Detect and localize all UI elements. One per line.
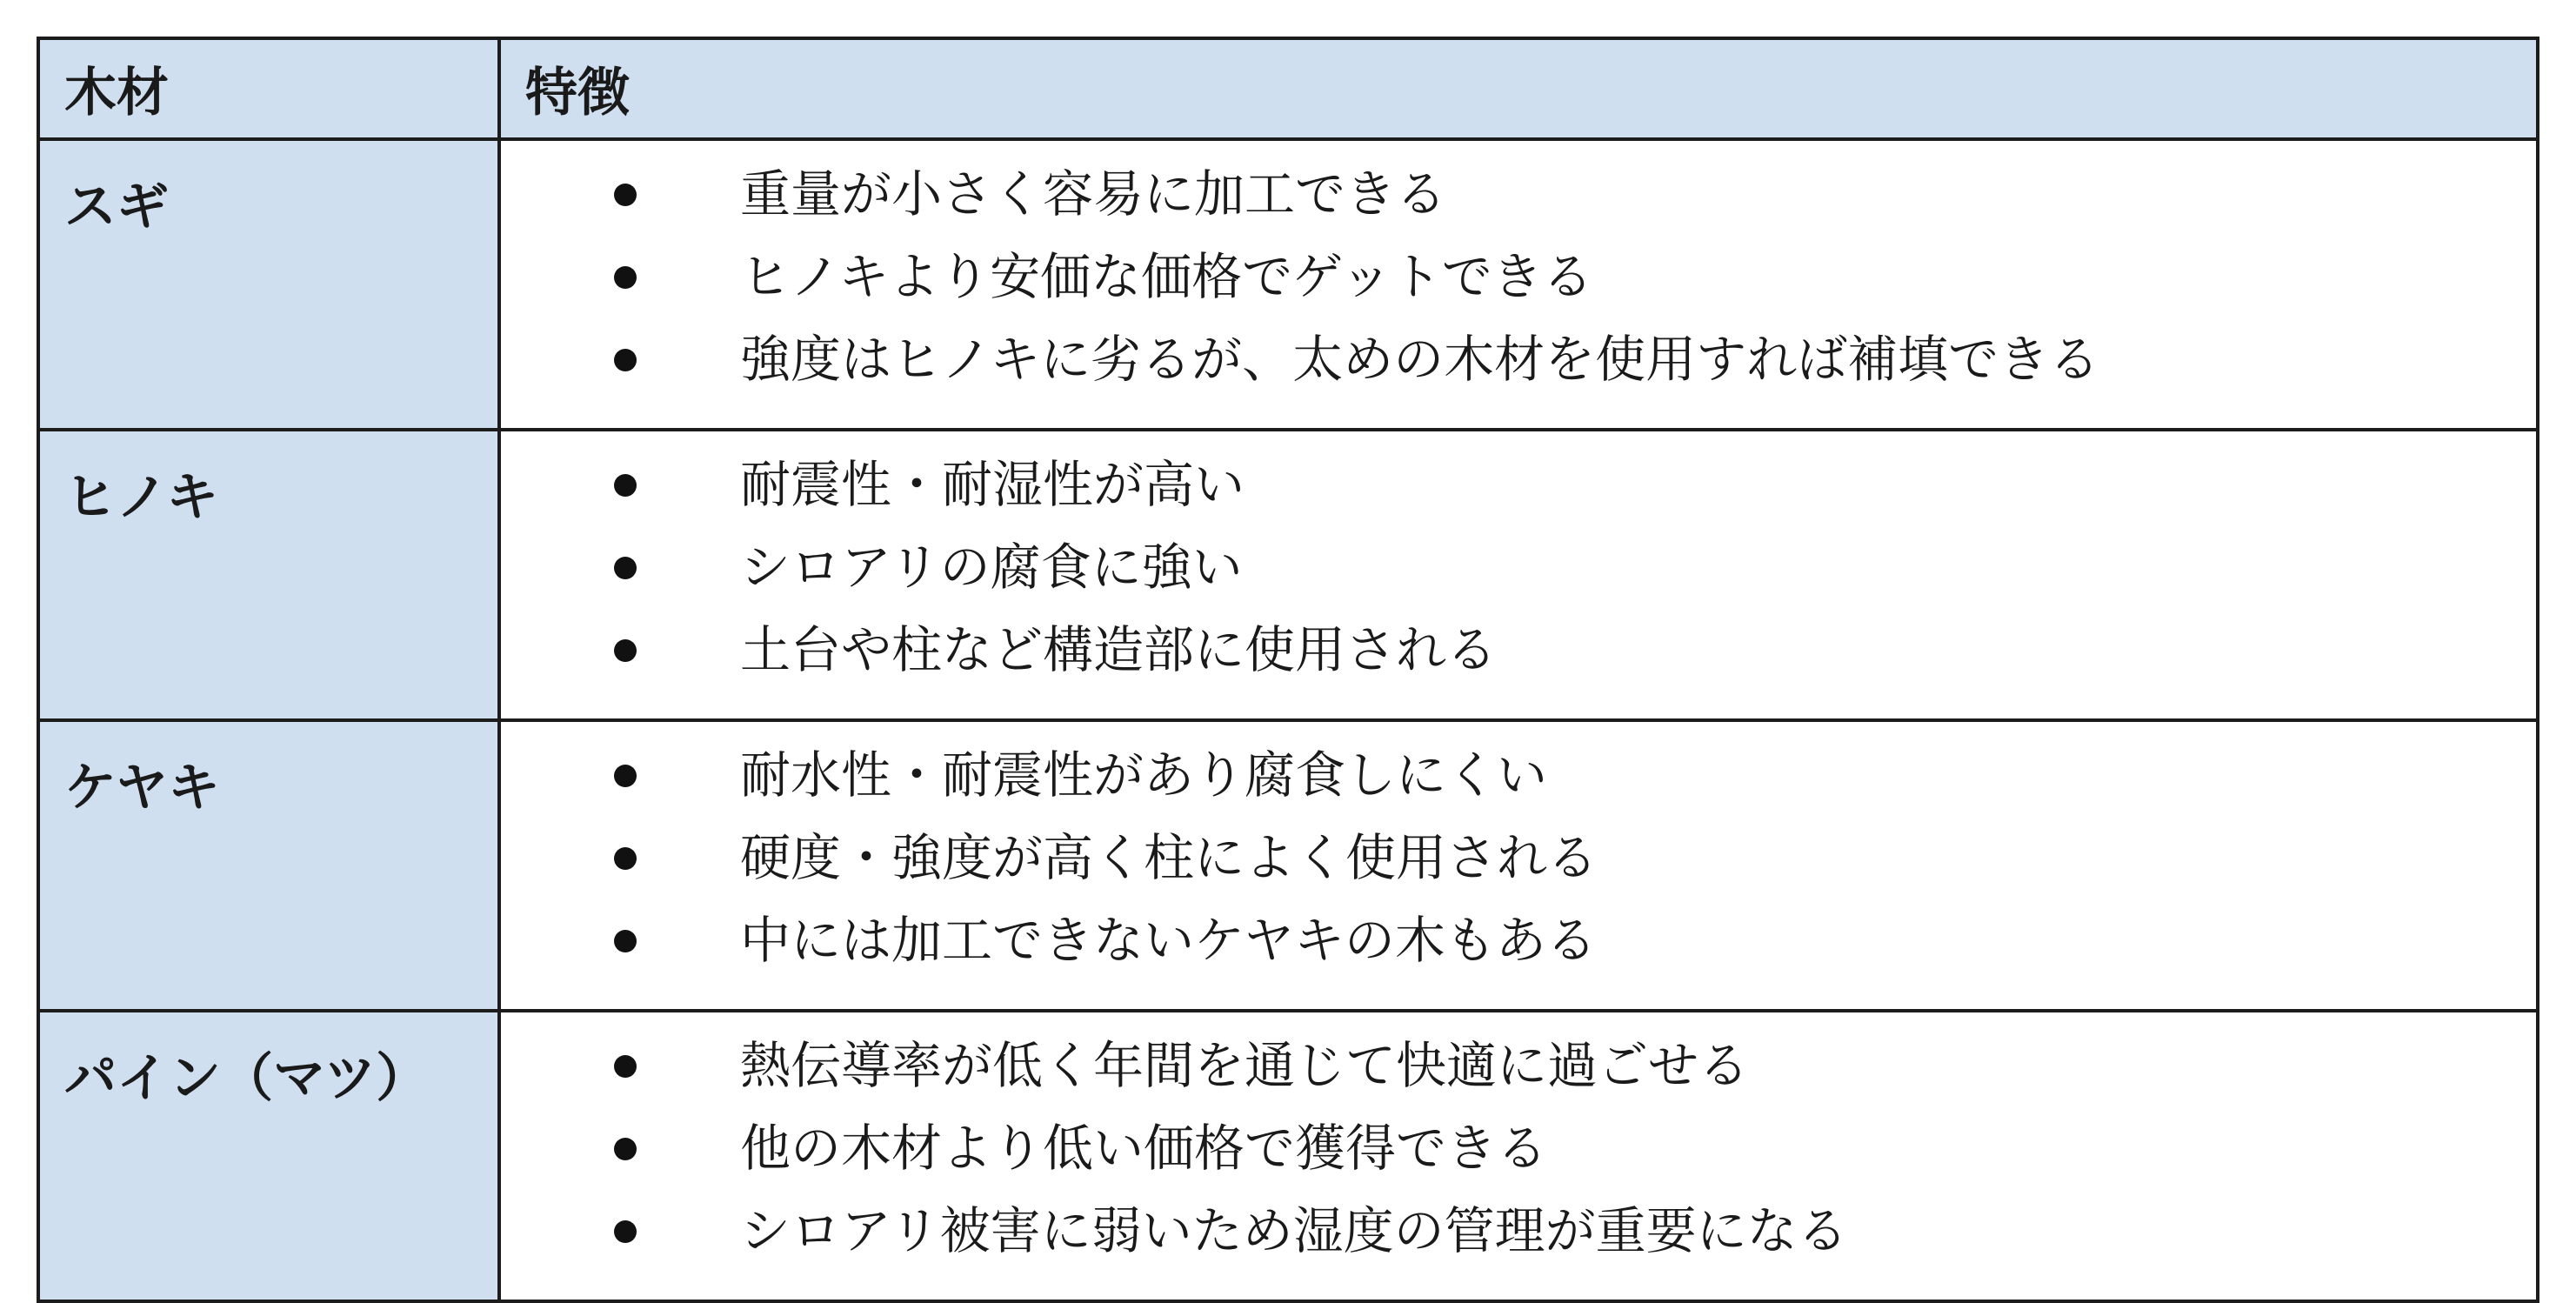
features-cell — [499, 139, 2538, 430]
feature-item — [614, 526, 2536, 609]
bullet-icon — [614, 266, 637, 289]
table-header-row — [38, 38, 2538, 139]
feature-item — [614, 1025, 2536, 1107]
wood-comparison-table-container — [37, 37, 2539, 1303]
feature-text: 強度はヒノキに劣るが、太めの木材を使用すれば補填できる — [740, 330, 2100, 389]
bullet-icon — [614, 184, 637, 206]
table-row — [38, 430, 2538, 720]
feature-text: 土台や柱など構造部に使用される — [740, 620, 1498, 679]
feature-list — [501, 734, 2536, 982]
feature-text: 熱伝導率が低く年間を通じて快適に過ごせる — [740, 1036, 1750, 1095]
wood-name-cell: ヒノキ — [38, 430, 499, 720]
features-cell — [499, 720, 2538, 1011]
feature-text: 耐震性・耐湿性が高い — [740, 455, 1245, 514]
feature-list — [501, 1025, 2536, 1273]
bullet-icon — [614, 474, 637, 497]
table-row — [38, 720, 2538, 1011]
bullet-icon — [614, 847, 637, 870]
wood-name-cell: スギ — [38, 139, 499, 430]
table-row — [38, 1011, 2538, 1301]
features-cell — [499, 1011, 2538, 1301]
bullet-icon — [614, 765, 637, 787]
feature-item — [614, 817, 2536, 899]
feature-list — [501, 153, 2536, 401]
bullet-icon — [614, 1220, 637, 1243]
bullet-icon — [614, 639, 637, 662]
table-row — [38, 139, 2538, 430]
feature-item — [614, 734, 2536, 817]
feature-item — [614, 236, 2536, 318]
feature-item — [614, 444, 2536, 526]
bullet-icon — [614, 557, 637, 579]
bullet-icon — [614, 1055, 637, 1078]
wood-comparison-table — [37, 37, 2539, 1303]
feature-text: 中には加工できないケヤキの木もある — [740, 911, 1597, 970]
feature-item — [614, 153, 2536, 236]
feature-item — [614, 1190, 2536, 1273]
feature-text: 他の木材より低い価格で獲得できる — [740, 1119, 1548, 1178]
bullet-icon — [614, 930, 637, 952]
bullet-icon — [614, 1138, 637, 1160]
wood-name-cell: ケヤキ — [38, 720, 499, 1011]
header-wood: 木材 — [38, 38, 499, 139]
feature-text: 重量が小さく容易に加工できる — [740, 164, 1447, 224]
features-cell — [499, 430, 2538, 720]
feature-text: シロアリ被害に弱いため湿度の管理が重要になる — [740, 1201, 1848, 1260]
feature-list — [501, 444, 2536, 692]
feature-text: 硬度・強度が高く柱によく使用される — [740, 828, 1598, 887]
feature-text: シロアリの腐食に強い — [740, 538, 1243, 597]
header-features: 特徴 — [499, 38, 2538, 139]
feature-item — [614, 318, 2536, 401]
bullet-icon — [614, 349, 637, 371]
feature-text: ヒノキより安価な価格でゲットできる — [740, 247, 1593, 306]
feature-item — [614, 609, 2536, 692]
feature-item — [614, 1107, 2536, 1190]
feature-item — [614, 899, 2536, 982]
feature-text: 耐水性・耐震性があり腐食しにくい — [740, 745, 1548, 805]
wood-name-cell: パイン（マツ） — [38, 1011, 499, 1301]
